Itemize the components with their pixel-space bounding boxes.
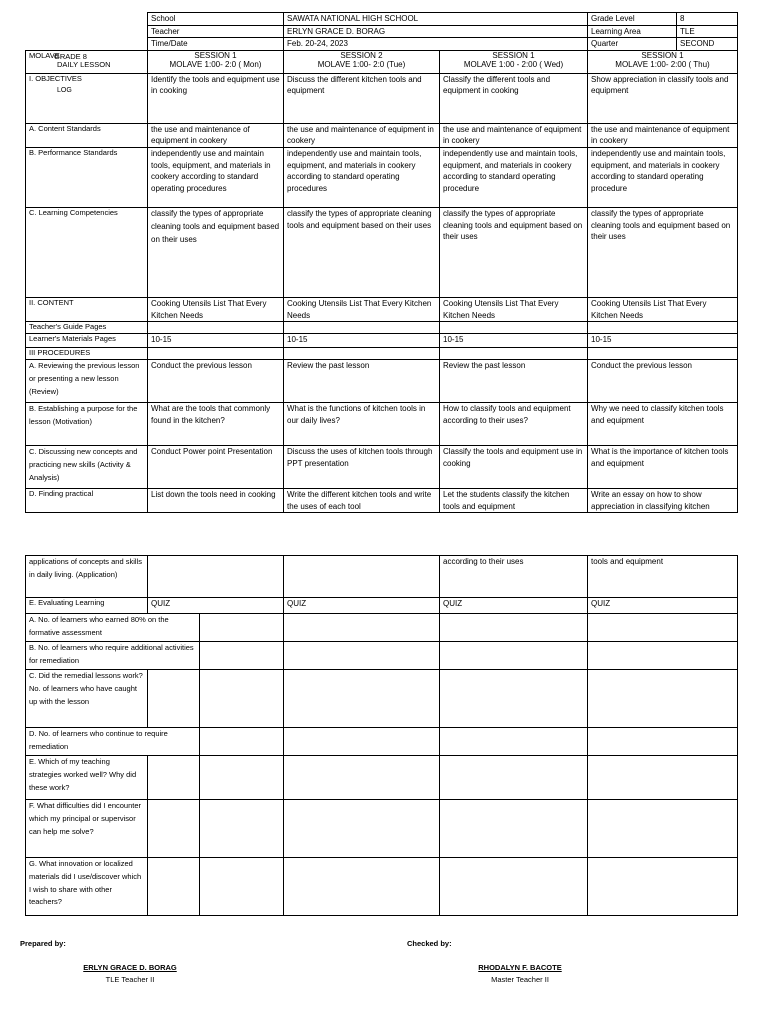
checked-by-name: RHODALYN F. BACOTE	[478, 963, 562, 972]
teachers-guide-label: Teacher's Guide Pages	[26, 322, 148, 334]
applications-label: applications of concepts and skills in daily living. (Application)	[26, 556, 148, 598]
learning-area-value: TLE	[680, 26, 695, 36]
objectives-label: I. OBJECTIVES LOG	[26, 73, 148, 123]
quarter-label: Quarter	[588, 38, 677, 50]
reflection-label-d: D. No. of learners who continue to require remediation	[26, 728, 200, 756]
section-name: MOLAVE	[29, 50, 60, 60]
discussing-cell: Discuss the uses of kitchen tools through PPT presentation	[284, 446, 440, 489]
finding-cell: Write the different kitchen tools and write the uses of each tool	[284, 489, 440, 513]
evaluating-cell: QUIZ	[284, 598, 440, 614]
content-standards-label: A. Content Standards	[26, 123, 148, 147]
school-label: School	[148, 13, 284, 26]
session-header-3	[440, 50, 588, 73]
quarter-value: SECOND	[680, 39, 715, 49]
grade-level-label: Grade Level	[588, 13, 677, 25]
teachers-guide-cell	[148, 322, 284, 334]
teachers-guide-cell	[588, 322, 738, 334]
checked-by-label: Checked by:	[407, 939, 452, 948]
reflection-label-b: B. No. of learners who require additional activities for remediation	[26, 642, 200, 670]
timedate-value: Feb. 20-24, 2023	[284, 38, 588, 51]
content-standards-cell: the use and maintenance of equipment in cookery	[284, 123, 440, 147]
reviewing-cell: Conduct the previous lesson	[588, 360, 738, 403]
objectives-cell: Classify the different tools and equipment in cooking	[440, 73, 588, 123]
checked-by-title: Master Teacher II	[491, 975, 549, 984]
objectives-cell: Show appreciation in classify tools and equipment	[588, 73, 738, 123]
content-standards-cell: the use and maintenance of equipment in cookery	[148, 123, 284, 147]
session-title: SESSION 1	[641, 50, 684, 60]
applications-cell	[148, 556, 284, 598]
purpose-cell: How to classify tools and equipment according to their uses?	[440, 403, 588, 446]
teachers-guide-cell	[440, 322, 588, 334]
finding-cell: List down the tools need in cooking	[148, 489, 284, 513]
log-title	[26, 50, 148, 73]
discussing-cell: Classify the tools and equipment use in cooking	[440, 446, 588, 489]
reviewing-cell: Review the past lesson	[440, 360, 588, 403]
discussing-cell: Conduct Power point Presentation	[148, 446, 284, 489]
discussing-label: C. Discussing new concepts and practicing new skills (Activity & Analysis)	[26, 446, 148, 489]
learners-materials-cell: 10-15	[148, 334, 284, 348]
learning-competencies-label: C. Learning Competencies	[26, 207, 148, 297]
purpose-cell: What is the functions of kitchen tools in our daily lives?	[284, 403, 440, 446]
daily-lesson-log-table	[25, 12, 738, 513]
applications-cell	[284, 556, 440, 598]
reviewing-cell: Conduct the previous lesson	[148, 360, 284, 403]
learners-materials-label: Learner's Materials Pages	[26, 334, 148, 348]
purpose-cell: Why we need to classify kitchen tools and equipment	[588, 403, 738, 446]
finding-cell: Let the students classify the kitchen tools and equipment	[440, 489, 588, 513]
session-header-4	[588, 50, 738, 73]
prepared-by-name: ERLYN GRACE D. BORAG	[83, 963, 177, 972]
finding-cell: Write an essay on how to show appreciation in classifying kitchen	[588, 489, 738, 513]
evaluating-cell: QUIZ	[148, 598, 284, 614]
learners-materials-cell: 10-15	[588, 334, 738, 348]
session-time: MOLAVE 1:00- 2:0 ( Mon)	[169, 60, 262, 70]
applications-cell: according to their uses	[440, 556, 588, 598]
evaluating-cell: QUIZ	[440, 598, 588, 614]
session-time: MOLAVE 1:00- 2:0 (Tue)	[317, 60, 406, 70]
performance-standards-cell: independently use and maintain tools, equipment, and materials in cookery according to standard operating procedures	[148, 147, 284, 207]
teacher-label: Teacher	[148, 25, 284, 38]
timedate-label: Time/Date	[148, 38, 284, 51]
objectives-cell: Discuss the different kitchen tools and equipment	[284, 73, 440, 123]
prepared-by-title: TLE Teacher II	[105, 975, 155, 984]
learning-competencies-cell: classify the types of appropriate cleaning tools and equipment based on their uses	[284, 207, 440, 297]
performance-standards-cell: independently use and maintain tools, equipment, and materials in cookery according to standard operating procedure	[440, 147, 588, 207]
learners-materials-cell: 10-15	[284, 334, 440, 348]
session-title: SESSION 1	[194, 50, 237, 60]
content-cell: Cooking Utensils List That Every Kitchen Needs	[440, 297, 588, 321]
reviewing-label: A. Reviewing the previous lesson or presenting a new lesson (Review)	[26, 360, 148, 403]
reflection-label-g: G. What innovation or localized materials did I use/discover which I wish to share with other teachers?	[26, 858, 148, 916]
finding-label: D. Finding practical	[26, 489, 148, 513]
session-time: MOLAVE 1:00- 2:00 ( Thu)	[615, 60, 710, 70]
discussing-cell: What is the importance of kitchen tools and equipment	[588, 446, 738, 489]
session-time: MOLAVE 1:00 - 2:00 ( Wed)	[463, 60, 564, 70]
learning-competencies-cell: classify the types of appropriate cleaning tools and equipment based on their uses	[440, 207, 588, 297]
purpose-cell: What are the tools that commonly found in the kitchen?	[148, 403, 284, 446]
performance-standards-cell: independently use and maintain tools, equipment, and materials in cookery according to standard operating procedure	[588, 147, 738, 207]
learning-competencies-cell: classify the types of appropriate cleaning tools and equipment based on their uses	[588, 207, 738, 297]
evaluating-cell: QUIZ	[588, 598, 738, 614]
session-header-2	[284, 50, 440, 73]
session-title: SESSION 1	[492, 50, 535, 60]
session-title: SESSION 2	[340, 50, 383, 60]
teachers-guide-cell	[284, 322, 440, 334]
performance-standards-label: B. Performance Standards	[26, 147, 148, 207]
log-text: LOG	[57, 86, 72, 94]
performance-standards-cell: independently use and maintain tools, equipment, and materials in cookery according to standard operating procedures	[284, 147, 440, 207]
teacher-value: ERLYN GRACE D. BORAG	[284, 25, 588, 38]
blank-corner	[26, 13, 148, 51]
daily-lesson-text: DAILY LESSON	[57, 59, 111, 69]
grade-text: GRADE 8	[54, 51, 87, 61]
applications-cell: tools and equipment	[588, 556, 738, 598]
content-cell: Cooking Utensils List That Every Kitchen Needs	[284, 297, 440, 321]
content-standards-cell: the use and maintenance of equipment in cookery	[588, 123, 738, 147]
reflection-label-e: E. Which of my teaching strategies worked well? Why did these work?	[26, 756, 148, 800]
prepared-by-label: Prepared by:	[20, 939, 66, 948]
school-value: SAWATA NATIONAL HIGH SCHOOL	[284, 13, 588, 26]
objectives-cell: Identify the tools and equipment use in cooking	[148, 73, 284, 123]
reflection-label-c: C. Did the remedial lessons work? No. of learners who have caught up with the lesson	[26, 670, 148, 728]
session-header-1	[148, 50, 284, 73]
content-cell: Cooking Utensils List That Every Kitchen Needs	[148, 297, 284, 321]
grade-level-value: 8	[680, 14, 685, 23]
procedures-label: III PROCEDURES	[26, 348, 148, 360]
content-cell: Cooking Utensils List That Every Kitchen Needs	[588, 297, 738, 321]
purpose-label: B. Establishing a purpose for the lesson (Motivation)	[26, 403, 148, 446]
learning-competencies-cell: classify the types of appropriate cleaning tools and equipment based on their uses	[148, 207, 284, 297]
content-standards-cell: the use and maintenance of equipment in cookery	[440, 123, 588, 147]
reflection-label-a: A. No. of learners who earned 80% on the formative assessment	[26, 614, 200, 642]
learning-area-label: Learning Area	[588, 26, 677, 38]
learners-materials-cell: 10-15	[440, 334, 588, 348]
reviewing-cell: Review the past lesson	[284, 360, 440, 403]
reflection-table	[25, 555, 738, 916]
content-label: II. CONTENT	[26, 297, 148, 321]
reflection-label-f: F. What difficulties did I encounter which my principal or supervisor can help me solve?	[26, 800, 148, 858]
evaluating-label: E. Evaluating Learning	[26, 598, 148, 614]
